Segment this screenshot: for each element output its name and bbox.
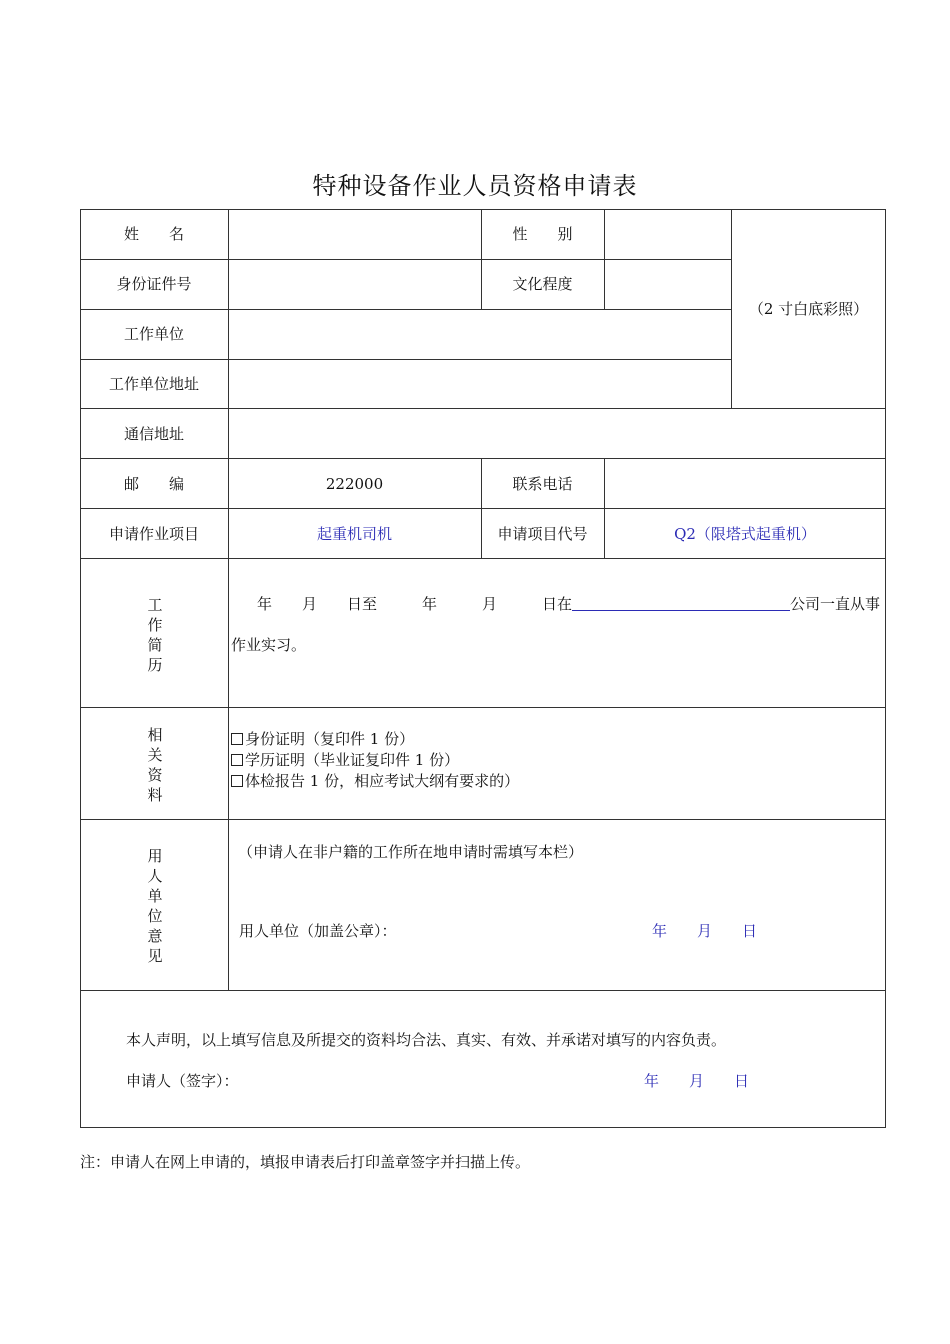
id-no-field[interactable]	[232, 274, 477, 294]
label-mail-address: 通信地址	[123, 425, 184, 443]
label-work-unit: 工作单位	[123, 325, 184, 343]
work-unit-address-field[interactable]	[232, 374, 727, 394]
employer-date[interactable]: 年 月 日	[652, 922, 758, 940]
work-history-line1	[257, 594, 880, 614]
label-education: 文化程度	[512, 275, 573, 293]
label-work-history: 工作简历	[147, 596, 163, 674]
label-postcode: 邮 编	[123, 475, 184, 493]
mail-address-field[interactable]	[232, 424, 882, 444]
footnote: 注：申请人在网上申请的，填报申请表后打印盖章签字并扫描上传。	[80, 1153, 531, 1171]
photo-placeholder[interactable]: （2 寸白底彩照）	[748, 300, 869, 318]
checkbox-education-proof[interactable]	[231, 754, 243, 766]
work-unit-field[interactable]	[232, 324, 727, 344]
label-name: 姓 名	[123, 225, 184, 243]
gender-field[interactable]	[608, 224, 728, 244]
postcode-field[interactable]: 222000	[325, 475, 384, 493]
education-field[interactable]	[608, 274, 728, 294]
checkbox-id-proof[interactable]	[231, 733, 243, 745]
work-history-line2: 作业实习。	[231, 636, 307, 654]
material-item: 体检报告 1 份，相应考试大纲有要求的）	[231, 771, 519, 791]
work-history-dates: 年 月 日至 年 月 日在	[257, 595, 573, 613]
employer-seal-label: 用人单位（加盖公章）：	[239, 922, 397, 940]
phone-field[interactable]	[608, 474, 882, 494]
work-history-suffix: 公司一直从事	[790, 595, 881, 613]
label-employer-opinion: 用人单位意见	[147, 847, 163, 965]
label-id-no: 身份证件号	[116, 275, 192, 293]
applicant-sign-date[interactable]: 年 月 日	[644, 1072, 750, 1090]
label-apply-item: 申请作业项目	[108, 525, 199, 543]
label-materials: 相关资料	[147, 726, 163, 804]
apply-item-field[interactable]: 起重机司机	[316, 525, 392, 543]
work-history-company-blank[interactable]	[572, 594, 790, 611]
name-field[interactable]	[232, 224, 477, 244]
applicant-sign-label: 申请人（签字）：	[126, 1072, 239, 1090]
material-item: 身份证明（复印件 1 份）	[231, 729, 414, 749]
label-phone: 联系电话	[512, 475, 573, 493]
label-work-unit-address: 工作单位地址	[108, 375, 199, 393]
label-gender: 性 别	[512, 225, 573, 243]
label-apply-code: 申请项目代号	[497, 525, 588, 543]
material-item: 学历证明（毕业证复印件 1 份）	[231, 750, 459, 770]
checkbox-health-report[interactable]	[231, 775, 243, 787]
employer-note: （申请人在非户籍的工作所在地申请时需填写本栏）	[238, 843, 584, 861]
declaration-text: 本人声明，以上填写信息及所提交的资料均合法、真实、有效、并承诺对填写的内容负责。	[126, 1031, 727, 1049]
page-title: 特种设备作业人员资格申请表	[312, 172, 638, 200]
apply-code-field[interactable]: Q2（限塔式起重机）	[674, 525, 816, 543]
